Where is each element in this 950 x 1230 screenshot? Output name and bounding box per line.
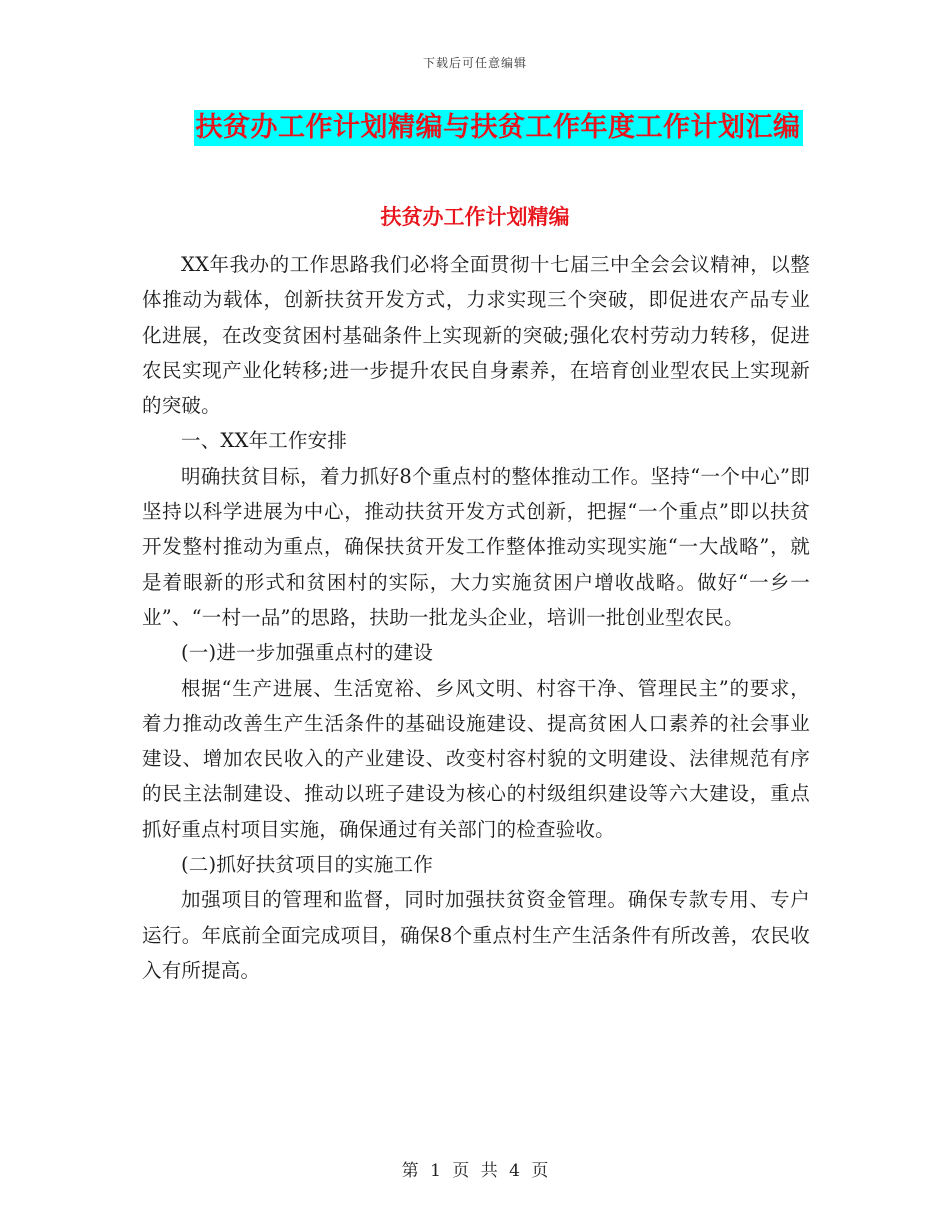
paragraph-key-village: 根据“生产进展、生活宽裕、乡风文明、村容干净、管理民主”的要求，着力推动改善生产生活条件的基础设施建设、提高贫困人口素养的社会事业建设、增加农民收入的产业建设、改变村容村貌的文明建设、法律规范有序的民主法制建设、推动以班子建设为核心的村级组织建设等六大建设，重点抓好重点村项目实施，确保通过有关部门的检查验收。 — [142, 676, 810, 841]
header-note: 下载后可任意编辑 — [422, 56, 527, 70]
paragraph-goals: 明确扶贫目标，着力抓好8个重点村的整体推动工作。坚持“一个中心”即坚持以科学进展为中心，推动扶贫开发方式创新，把握“一个重点”即以扶贫开发整村推动为重点，确保扶贫开发工作整体推动实现实施“一大战略”，就是着眼新的形式和贫困村的实际，大力实施贫困户增收战略。做好“一乡一业”、“一村一品”的思路，扶助一批龙头企业，培训一批创业型农民。 — [142, 464, 810, 629]
section-title: 扶贫办工作计划精编 — [380, 205, 570, 229]
heading-key-village: (一)进一步加强重点村的建设 — [181, 641, 434, 665]
heading-project-implementation: (二)抓好扶贫项目的实施工作 — [181, 853, 434, 877]
main-title-container — [0, 110, 950, 146]
paragraph-intro: XX年我办的工作思路我们必将全面贯彻十七届三中全会会议精神，以整体推动为载体，创新扶贫开发方式，力求实现三个突破，即促进农产品专业化进展，在改变贫困村基础条件上实现新的突破;强化农村劳动力转移，促进农民实现产业化转移;进一步提升农民自身素养，在培育创业型农民上实现新的突破。 — [142, 253, 810, 418]
heading-work-arrangement: 一、XX年工作安排 — [181, 429, 348, 453]
document-body — [142, 247, 810, 988]
page-number: 第 1 页 共 4 页 — [401, 1161, 549, 1181]
main-title: 扶贫办工作计划精编与扶贫工作年度工作计划汇编 — [194, 110, 803, 146]
paragraph-project-implementation: 加强项目的管理和监督，同时加强扶贫资金管理。确保专款专用、专户运行。年底前全面完成项目，确保8个重点村生产生活条件有所改善，农民收入有所提高。 — [142, 888, 810, 982]
